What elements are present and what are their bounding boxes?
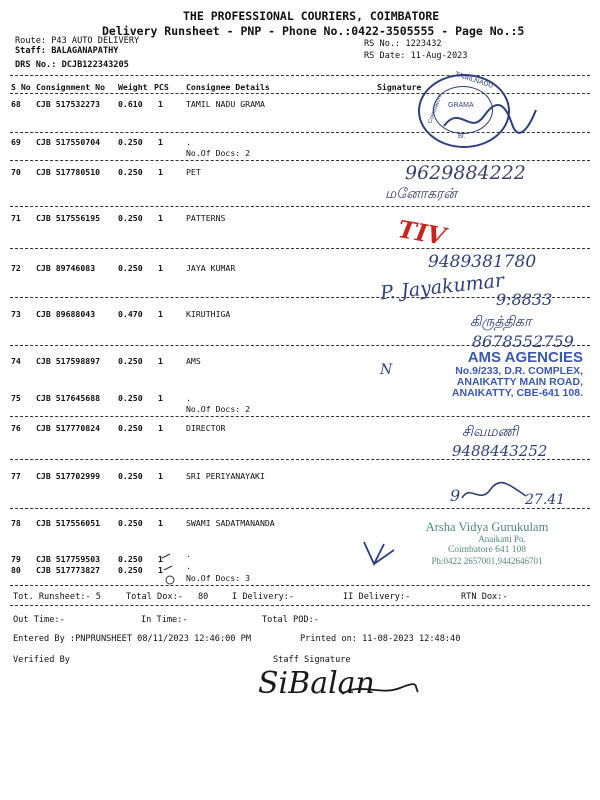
total-dox-label: Total Dox:- (126, 592, 183, 602)
handwritten-phone: 9629884222 (405, 162, 526, 184)
row-sno: 74 (11, 356, 21, 366)
ams-agencies-stamp (395, 350, 583, 399)
stamp-text: No.9/233, D.R. COMPLEX, (455, 364, 583, 377)
row-sno: 80 (11, 565, 21, 575)
row-weight: 0.250 (118, 263, 143, 273)
row-sno: 77 (11, 471, 21, 481)
row-consignment: CJB 517773827 (36, 565, 101, 575)
row-weight: 0.250 (118, 423, 143, 433)
handwritten-mark: N (380, 362, 393, 378)
row-pcs: 1 (158, 554, 163, 564)
col-consignment: Consignment No (36, 82, 106, 92)
stamp-text: ANAIKATTY, CBE-641 108. (451, 386, 583, 399)
handwritten-name: சிவமணி (462, 424, 519, 440)
row-consignee: SWAMI SADATMANANDA (186, 518, 275, 528)
row-consignment: CJB 517550704 (36, 137, 101, 147)
row-pcs: 1 (158, 99, 163, 109)
row-consignee: PET (186, 167, 201, 177)
entered-by: Entered By :PNPRUNSHEET 08/11/2023 12:46:00 PM (13, 634, 251, 644)
staff-signature-label: Staff Signature (273, 655, 351, 665)
row-sno: 71 (11, 213, 21, 223)
row-sno: 70 (11, 167, 21, 177)
signature-scribble-78 (360, 538, 400, 568)
row-pcs: 1 (158, 565, 163, 575)
printed-on: Printed on: 11-08-2023 12:48:40 (300, 634, 461, 644)
row-consignment: CJB 517780510 (36, 167, 101, 177)
row-consignee: . (186, 561, 191, 571)
divider (10, 248, 590, 249)
row-weight: 0.250 (118, 167, 143, 177)
ii-delivery: II Delivery:- (343, 592, 411, 602)
stamp-text: ANAIKATTY MAIN ROAD, (456, 375, 583, 388)
row-consignee: SRI PERIYANAYAKI (186, 471, 265, 481)
staff-signature-tail (340, 676, 420, 704)
stamp-text: Ph:0422 2657001,9442646701 (431, 555, 543, 566)
row-sno: 76 (11, 423, 21, 433)
company-title: THE PROFESSIONAL COURIERS, COIMBATORE (183, 9, 440, 23)
row-consignment: CJB 517556051 (36, 518, 101, 528)
handwritten-phone: 9488443252 (452, 442, 548, 460)
row-consignee: TAMIL NADU GRAMA (186, 99, 265, 109)
row-weight: 0.610 (118, 99, 143, 109)
signature-scribble-77 (460, 480, 530, 506)
row-consignee: . (186, 549, 191, 559)
stamp-text: AMS AGENCIES (467, 349, 583, 366)
row-consignment: CJB 517702999 (36, 471, 101, 481)
row-consignment: CJB 89688043 (36, 309, 96, 319)
row-consignment: CJB 517556195 (36, 213, 101, 223)
row-pcs: 1 (158, 356, 163, 366)
row-sno: 69 (11, 137, 21, 147)
total-dox-value: 80 (198, 592, 209, 602)
handwritten-name: கிருத்திகா (470, 314, 532, 330)
row-weight: 0.250 (118, 518, 143, 528)
row-weight: 0.250 (118, 554, 143, 564)
stamp-text: Anaikatti Po. (478, 534, 526, 545)
row-consignee: PATTERNS (186, 213, 226, 223)
row-consignee: AMS (186, 356, 201, 366)
row-pcs: 1 (158, 518, 163, 528)
signature-scribble-68 (440, 100, 540, 140)
row-sno: 75 (11, 393, 21, 403)
staff-label: Staff: BALAGANAPATHY (15, 46, 119, 56)
row-consignee: . (186, 137, 191, 147)
row-pcs: 1 (158, 167, 163, 177)
row-weight: 0.250 (118, 213, 143, 223)
handwritten-note: 9:8833 (496, 290, 553, 309)
row-consignment: CJB 517759503 (36, 554, 101, 564)
handwritten-note: 27.41 (525, 492, 566, 508)
handwritten-phone: 8678552759 (472, 332, 574, 351)
stamp-text: GRAMA (448, 102, 474, 109)
col-sno: S No (11, 82, 31, 92)
col-signature: Signature (377, 82, 422, 92)
row-consignee: . (186, 393, 191, 403)
row-pcs: 1 (158, 137, 163, 147)
row-doc-count: No.Of Docs: 3 (186, 573, 251, 583)
arsha-vidya-stamp (392, 520, 582, 566)
row-sno: 79 (11, 554, 21, 564)
divider (10, 605, 590, 606)
row-weight: 0.250 (118, 137, 143, 147)
row-doc-count: No.Of Docs: 2 (186, 404, 251, 414)
row-consignment: CJB 517645688 (36, 393, 101, 403)
out-time: Out Time:- (13, 615, 65, 625)
row-consignee: JAYA KUMAR (186, 263, 236, 273)
row-pcs: 1 (158, 423, 163, 433)
row-pcs: 1 (158, 213, 163, 223)
drs-number: DRS No.: DCJB122343205 (15, 60, 129, 70)
stamp-text: Br. (458, 134, 466, 140)
divider (10, 160, 590, 161)
red-mark: TIV (395, 214, 448, 251)
handwritten-phone: 9489381780 (428, 252, 537, 272)
row-sno: 68 (11, 99, 21, 109)
divider (10, 508, 590, 509)
row-sno: 72 (11, 263, 21, 273)
rs-date: RS Date: 11-Aug-2023 (364, 51, 468, 61)
row-consignee: KIRUTHIGA (186, 309, 231, 319)
runsheet-title: Delivery Runsheet - PNP - Phone No.:0422-3505555 - Page No.:5 (102, 24, 525, 38)
col-consignee: Consignee Details (186, 82, 270, 92)
staff-signature: SiBalan (258, 666, 375, 701)
stamp-text: Arsha Vidya Gurukulam (425, 520, 549, 534)
row-weight: 0.250 (118, 471, 143, 481)
stamp-text: Coimbatore (427, 93, 444, 125)
rtn-dox: RTN Dox:- (461, 592, 508, 602)
row-consignment: CJB 89746083 (36, 263, 96, 273)
col-pcs: PCS (154, 82, 169, 92)
row-weight: 0.250 (118, 565, 143, 575)
divider (10, 206, 590, 207)
row-consignment: CJB 517598897 (36, 356, 101, 366)
row-consignment: CJB 517532273 (36, 99, 101, 109)
row-weight: 0.470 (118, 309, 143, 319)
divider (10, 585, 590, 586)
pcs-tick-marks (150, 540, 190, 586)
i-delivery: I Delivery:- (232, 592, 295, 602)
row-pcs: 1 (158, 309, 163, 319)
row-sno: 78 (11, 518, 21, 528)
total-pod: Total POD:- (262, 615, 319, 625)
row-weight: 0.250 (118, 356, 143, 366)
route-label: Route: P43 AUTO DELIVERY (15, 36, 140, 46)
row-consignment: CJB 517770824 (36, 423, 101, 433)
row-weight: 0.250 (118, 393, 143, 403)
verified-by: Verified By (13, 655, 70, 665)
row-pcs: 1 (158, 393, 163, 403)
row-consignee: DIRECTOR (186, 423, 226, 433)
handwritten-note: 9 (450, 486, 461, 505)
in-time: In Time:- (141, 615, 188, 625)
row-pcs: 1 (158, 471, 163, 481)
row-pcs: 1 (158, 263, 163, 273)
row-sno: 73 (11, 309, 21, 319)
total-runsheet: Tot. Runsheet:- 5 (13, 592, 101, 602)
stamp-text: Coimbatore 641 108 (447, 544, 527, 555)
stamp-text: TAMILNADU (453, 71, 495, 90)
handwritten-name: மனோகரன் (385, 186, 457, 202)
handwritten-name: P. Jayakumar (379, 269, 506, 305)
row-doc-count: No.Of Docs: 2 (186, 148, 251, 158)
rs-number: RS No.: 1223432 (364, 39, 442, 49)
divider (10, 416, 590, 417)
col-weight: Weight (118, 82, 148, 92)
